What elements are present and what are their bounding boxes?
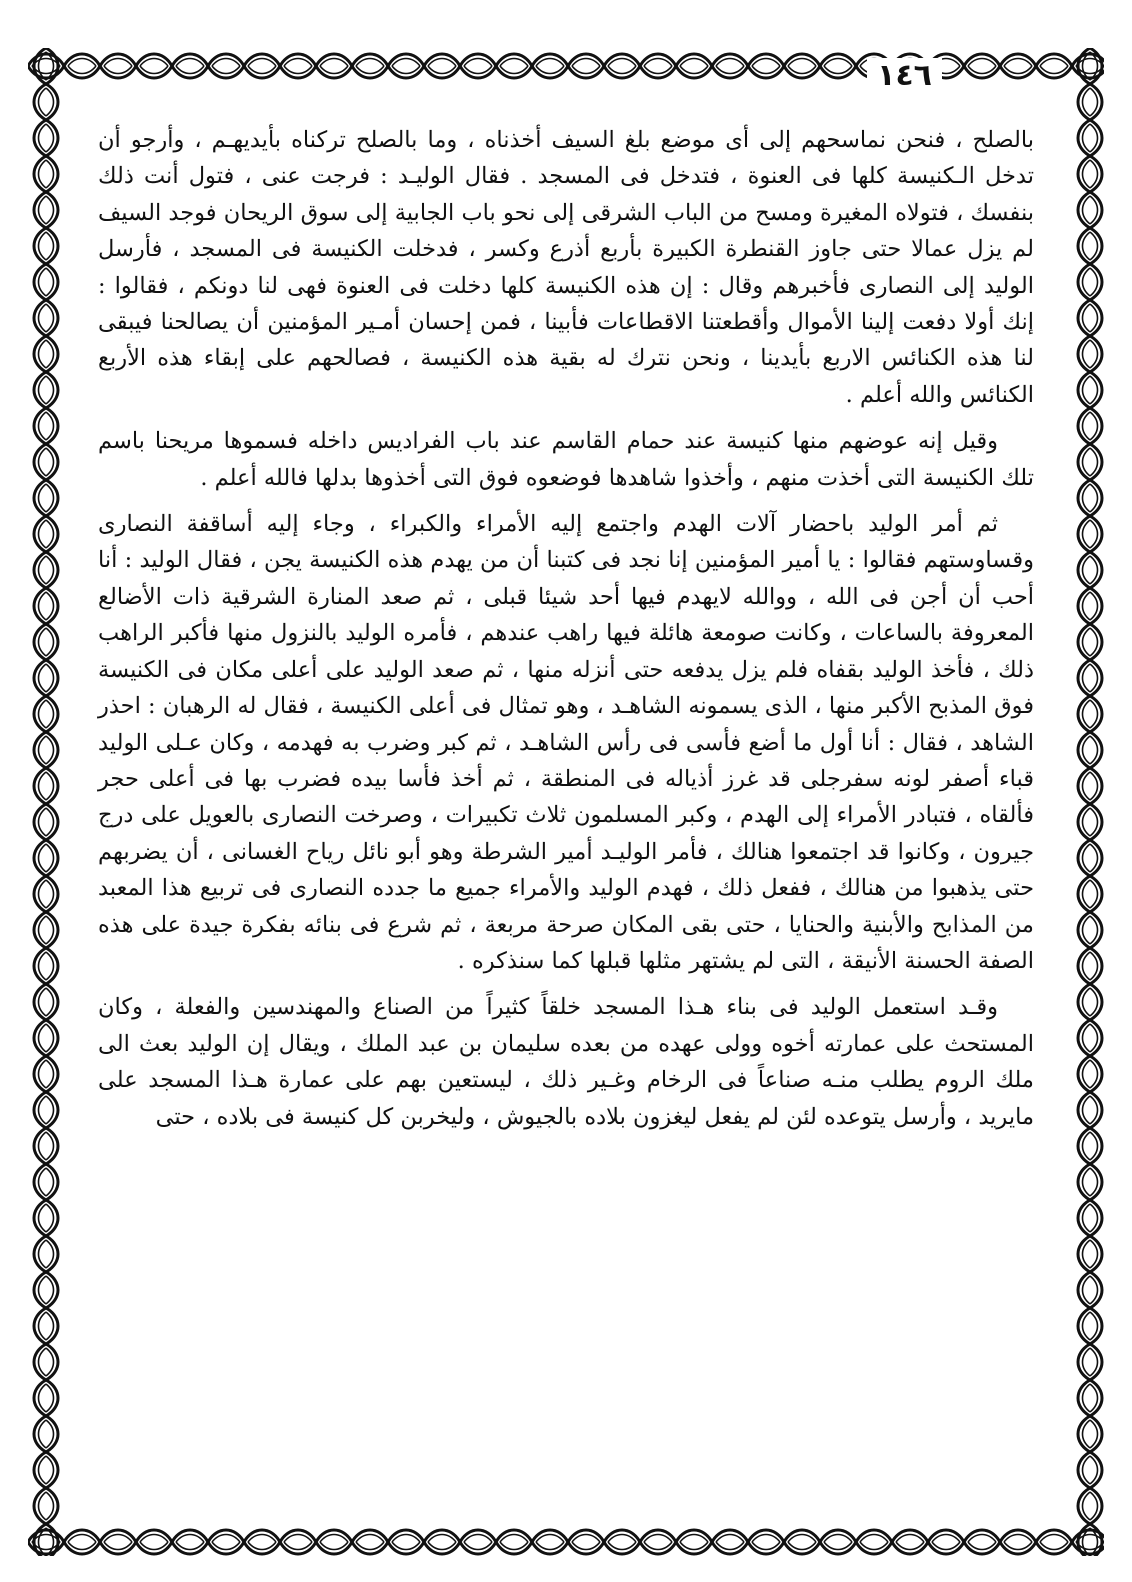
paragraph: وقـد استعمل الوليد فى بناء هـذا المسجد خلقاً كثيراً من الصناع والمهندسين والفعلة ، وكان المستحث على عمارته أخوه وولى عهده من بعده سليمان بن عبد الملك ، ويقال إن الوليد بعث الى ملك الروم يطلب منـه صناعاً فى الرخام وغـير ذلك ، ليستعين بهم على عمارة هـذا المسجد على مايريد ، وأرسل يتوعده لئن لم يفعل ليغزون بلاده بالجيوش ، وليخربن كل كنيسة فى بلاده ، حتى (98, 994, 1034, 1130)
paragraph: وقيل إنه عوضهم منها كنيسة عند حمام القاسم عند باب الفراديس داخله فسموها مريحنا باسم تلك الكنيسة التى أخذت منهم ، وأخذوا شاهدها فوضعوه فوق التى أخذوها بدلها فالله أعلم . (98, 428, 1034, 491)
body-text (98, 122, 1034, 1462)
paragraph: بالصلح ، فنحن نماسحهم إلى أى موضع بلغ السيف أخذناه ، وما بالصلح تركناه بأيديهـم ، وأرجو أن تدخل الـكنيسة كلها فى العنوة ، فتدخل فى المسجد . فقال الوليـد : فرجت عنى ، فتول أنت ذلك بنفسك ، فتولاه المغيرة ومسح من الباب الشرقى إلى نحو باب الجابية إلى سوق الريحان فوجد السيف لم يزل عمالا حتى جاوز القنطرة الكبيرة بأربع أذرع وكسر ، فدخلت الكنيسة فى المسجد ، فأرسل الوليد إلى النصارى فأخبرهم وقال : إن هذه الكنيسة كلها دخلت فى العنوة فهى لنا دونكم ، فقالوا : إنك أولا دفعت إلينا الأموال وأقطعتنا الاقطاعات فأبينا ، فمن إحسان أمـير المؤمنين أن يصالحنا فيبقى لنا هذه الكنائس الاربع بأيدينا ، ونحن نترك له بقية هذه الكنيسة ، فصالحهم على إبقاء هذه الأربع الكنائس والله أعلم . (98, 127, 1034, 408)
page-number: ١٤٦ (867, 58, 942, 93)
paragraph: ثم أمر الوليد باحضار آلات الهدم واجتمع إليه الأمراء والكبراء ، وجاء إليه أساقفة النصارى وقساوستهم فقالوا : يا أمير المؤمنين إنا نجد فى كتبنا أن من يهدم هذه الكنيسة يجن ، فقال الوليد : أنا أحب أن أجن فى الله ، ووالله لايهدم فيها أحد شيئا قبلى ، ثم صعد المنارة الشرقية ذات الأضالع المعروفة بالساعات ، وكانت صومعة هائلة فيها راهب عندهم ، فأمره الوليد بالنزول منها فأكبر الراهب ذلك ، فأخذ الوليد بقفاه فلم يزل يدفعه حتى أنزله منها ، ثم صعد الوليد على أعلى مكان فى الكنيسة فوق المذبح الأكبر منها ، الذى يسمونه الشاهـد ، وهو تمثال فى أعلى الكنيسة ، فقال له الرهبان : احذر الشاهد ، فقال : أنا أول ما أضع فأسى فى رأس الشاهـد ، ثم كبر وضرب به فهدمه ، وكان عـلى الوليد قباء أصفر لونه سفرجلى قد غرز أذياله فى المنطقة ، ثم أخذ فأسا بيده فضرب بها فى أعلى حجر فألقاه ، فتبادر الأمراء إلى الهدم ، وكبر المسلمون ثلاث تكبيرات ، وصرخت النصارى بالعويل على درج جيرون ، وكانوا قد اجتمعوا هنالك ، فأمر الوليـد أمير الشرطة وهو أبو نائل رياح الغسانى ، أن يضربهم حتى يذهبوا من هنالك ، ففعل ذلك ، فهدم الوليد والأمراء جميع ما جدده النصارى فى تربيع هذا المعبد من المذابح والأبنية والحنايا ، حتى بقى المكان صرحة مربعة ، ثم شرع فى بنائه بفكرة جيدة على هذه الصفة الحسنة الأنيقة ، التى لم يشتهر مثلها قبلها كما سنذكره . (98, 511, 1034, 974)
